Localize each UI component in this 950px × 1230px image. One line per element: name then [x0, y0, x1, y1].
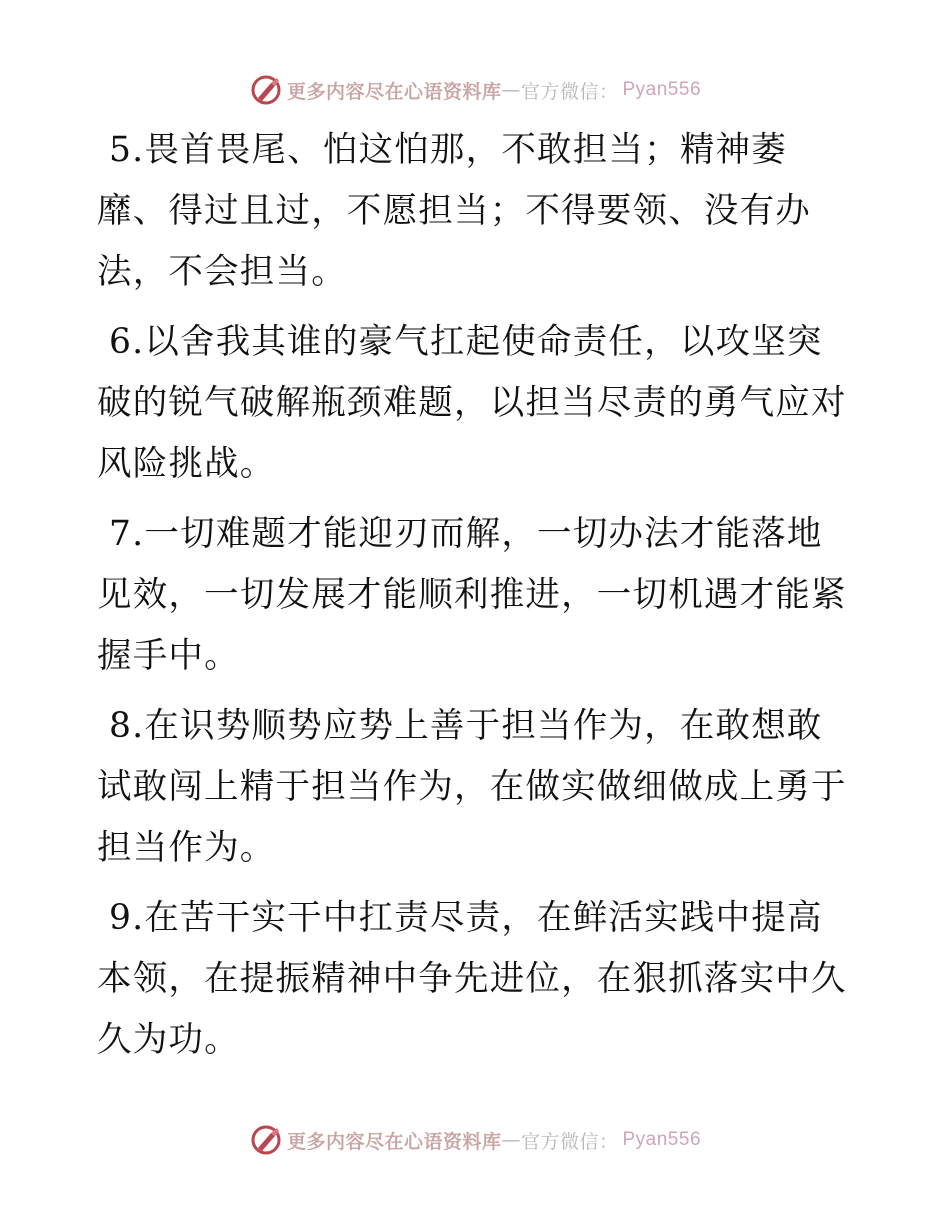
paragraph-number: 8.: [109, 706, 145, 746]
watermark-separator: —: [501, 79, 521, 101]
watermark-main-text: 更多内容尽在心语资料库: [286, 1130, 502, 1153]
paragraph-text: 一切难题才能迎刃而解，一切办法才能落地见效，一切发展才能顺利推进，一切机遇才能紧握手中。: [97, 514, 847, 676]
watermark-sub-text: 官方微信：: [520, 1130, 619, 1153]
watermark-wechat-id: Pyan556: [622, 79, 702, 100]
paragraph-text: 以舍我其谁的豪气扛起使命责任，以攻坚突破的锐气破解瓶颈难题，以担当尽责的勇气应对风险挑战。: [97, 322, 847, 484]
watermark-wechat-id: Pyan556: [622, 1129, 702, 1150]
paragraph-6: [97, 312, 857, 495]
footer-watermark: [0, 1118, 950, 1162]
watermark-separator: —: [501, 1129, 521, 1151]
header-watermark: [0, 68, 950, 112]
paragraph-5: [97, 120, 857, 303]
watermark-main-text: 更多内容尽在心语资料库: [286, 80, 502, 103]
pen-circle-logo-icon: [249, 73, 283, 107]
watermark-sub-text: 官方微信：: [520, 80, 619, 103]
paragraph-number: 7.: [109, 514, 145, 554]
paragraph-number: 6.: [109, 322, 145, 362]
document-body: [97, 120, 857, 1080]
pen-circle-logo-icon: [249, 1123, 283, 1157]
paragraph-8: [97, 696, 857, 879]
paragraph-text: 在苦干实干中扛责尽责，在鲜活实践中提高本领，在提振精神中争先进位，在狠抓落实中久久为功。: [97, 898, 847, 1060]
paragraph-number: 5.: [109, 130, 145, 170]
paragraph-number: 9.: [109, 898, 145, 938]
paragraph-text: 在识势顺势应势上善于担当作为，在敢想敢试敢闯上精于担当作为，在做实做细做成上勇于担当作为。: [97, 706, 847, 868]
paragraph-text: 畏首畏尾、怕这怕那，不敢担当；精神萎靡、得过且过，不愿担当；不得要领、没有办法，不会担当。: [97, 130, 811, 292]
paragraph-9: [97, 888, 857, 1071]
paragraph-7: [97, 504, 857, 687]
